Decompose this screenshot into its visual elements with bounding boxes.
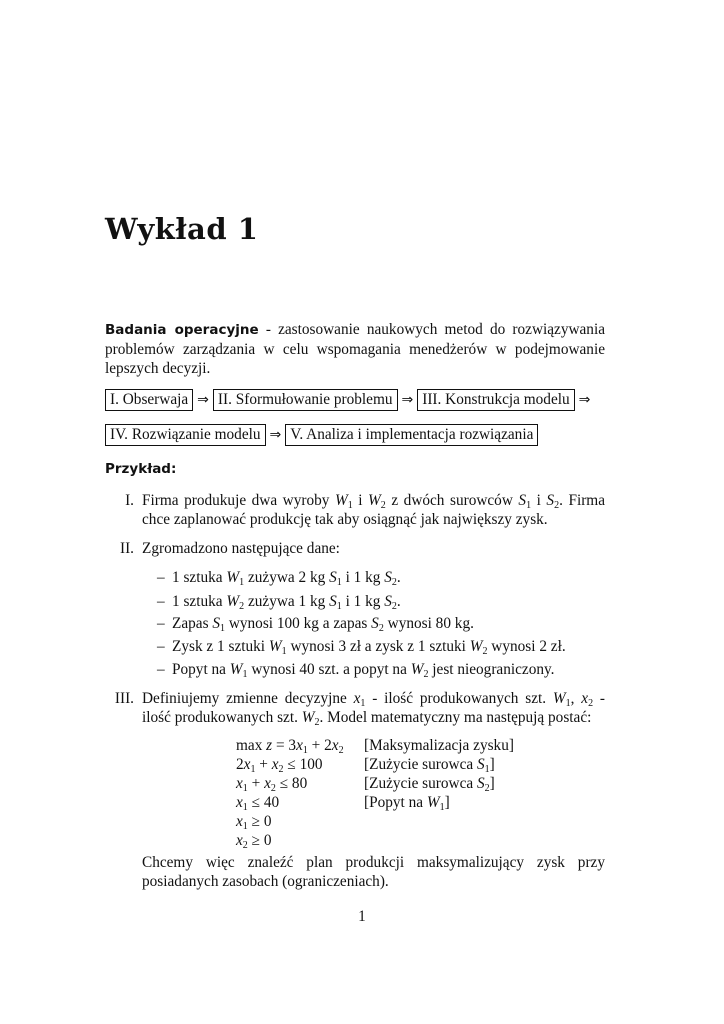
list-item-data: Zgromadzono następujące dane: — [142, 540, 340, 557]
list-marker: II. — [119, 540, 134, 557]
dash-marker: – — [157, 615, 165, 632]
flow-arrow: ⇒ — [578, 392, 591, 408]
model-row — [236, 755, 514, 774]
list-item-model: Definiujemy zmienne decyzyjne $x_1$ - ilość produkowanych szt. $W_1$, $x_2$ - ilość produkowanych szt. $W_2$. Model matematyczny ma następują postać: — [142, 690, 606, 728]
data-item: 1 sztuka $W_1$ zużywa 2 kg $S_1$ i 1 kg $S_2$. — [172, 569, 401, 588]
data-item: Zysk z 1 sztuki $W_1$ wynosi 3 zł a zysk z 1 sztuki $W_2$ wynosi 2 zł. — [172, 638, 566, 657]
model-constraint: $x_2 \ge 0$ — [236, 832, 272, 851]
dash-marker: – — [157, 569, 165, 586]
dash-marker: – — [157, 661, 165, 678]
model-row — [236, 736, 514, 755]
chapter-title: Wykład 1 — [105, 212, 259, 246]
page-number: 1 — [358, 908, 366, 925]
flow-row-2 — [105, 424, 538, 446]
list-marker: I. — [125, 492, 134, 509]
definition-paragraph — [105, 320, 605, 378]
data-item: Zapas $S_1$ wynosi 100 kg a zapas $S_2$ wynosi 80 kg. — [172, 615, 474, 634]
model-constraint: $2x_1 + x_2 \le 100$ — [236, 756, 323, 775]
data-item: Popyt na $W_1$ wynosi 40 szt. a popyt na $W_2$ jest nieograniczony. — [172, 661, 555, 680]
flow-step-model-construction: III. Konstrukcja modelu — [417, 389, 574, 411]
model-objective: $\max z = 3x_1 + 2x_2$ — [236, 737, 344, 756]
model-row — [236, 812, 514, 831]
model-constraint: $x_1 + x_2 \le 80$ — [236, 775, 308, 794]
flow-arrow: ⇒ — [197, 392, 209, 408]
model-note: [Zużycie surowca $S_1$] — [364, 756, 495, 775]
model-note: [Zużycie surowca $S_2$] — [364, 775, 495, 794]
flow-arrow: ⇒ — [401, 392, 414, 408]
flow-step-analysis: V. Analiza i implementacja rozwiązania — [285, 424, 538, 446]
model-constraint: $x_1 \le 40$ — [236, 794, 280, 813]
math-model — [236, 736, 514, 850]
model-note: [Maksymalizacja zysku] — [364, 737, 514, 754]
list-item-firm: Firma produkuje dwa wyroby $W_1$ i $W_2$ z dwóch surowców $S_1$ i $S_2$. Firma chce zaplanować produkcję tak aby osiągnąć jak największy zysk. — [142, 492, 605, 528]
dash-marker: – — [157, 593, 165, 610]
model-note: [Popyt na $W_1$] — [364, 794, 450, 813]
definition-term: Badania operacyjne — [105, 322, 259, 338]
model-row — [236, 793, 514, 812]
list-marker: III. — [114, 690, 134, 707]
example-heading: Przykład: — [105, 461, 177, 477]
flow-row-1 — [105, 389, 594, 411]
closing-paragraph: Chcemy więc znaleźć plan produkcji maksymalizujący zysk przy posiadanych zasobach (ograniczeniach). — [142, 854, 605, 890]
flow-step-formulation: II. Sformułowanie problemu — [213, 389, 398, 411]
data-item: 1 sztuka $W_2$ zużywa 1 kg $S_1$ i 1 kg $S_2$. — [172, 593, 401, 612]
flow-step-model-solution: IV. Rozwiązanie modelu — [105, 424, 266, 446]
definition-text: - zastosowanie naukowych metod do rozwiązywania problemów zarządzania w celu wspomagania menedżerów w podejmowanie lepszych decyzji. — [105, 321, 605, 377]
flow-arrow: ⇒ — [269, 427, 282, 443]
model-constraint: $x_1 \ge 0$ — [236, 813, 272, 832]
dash-marker: – — [157, 638, 165, 655]
model-row — [236, 774, 514, 793]
model-row — [236, 831, 514, 850]
flow-step-observation: I. Obserwaja — [105, 389, 193, 411]
